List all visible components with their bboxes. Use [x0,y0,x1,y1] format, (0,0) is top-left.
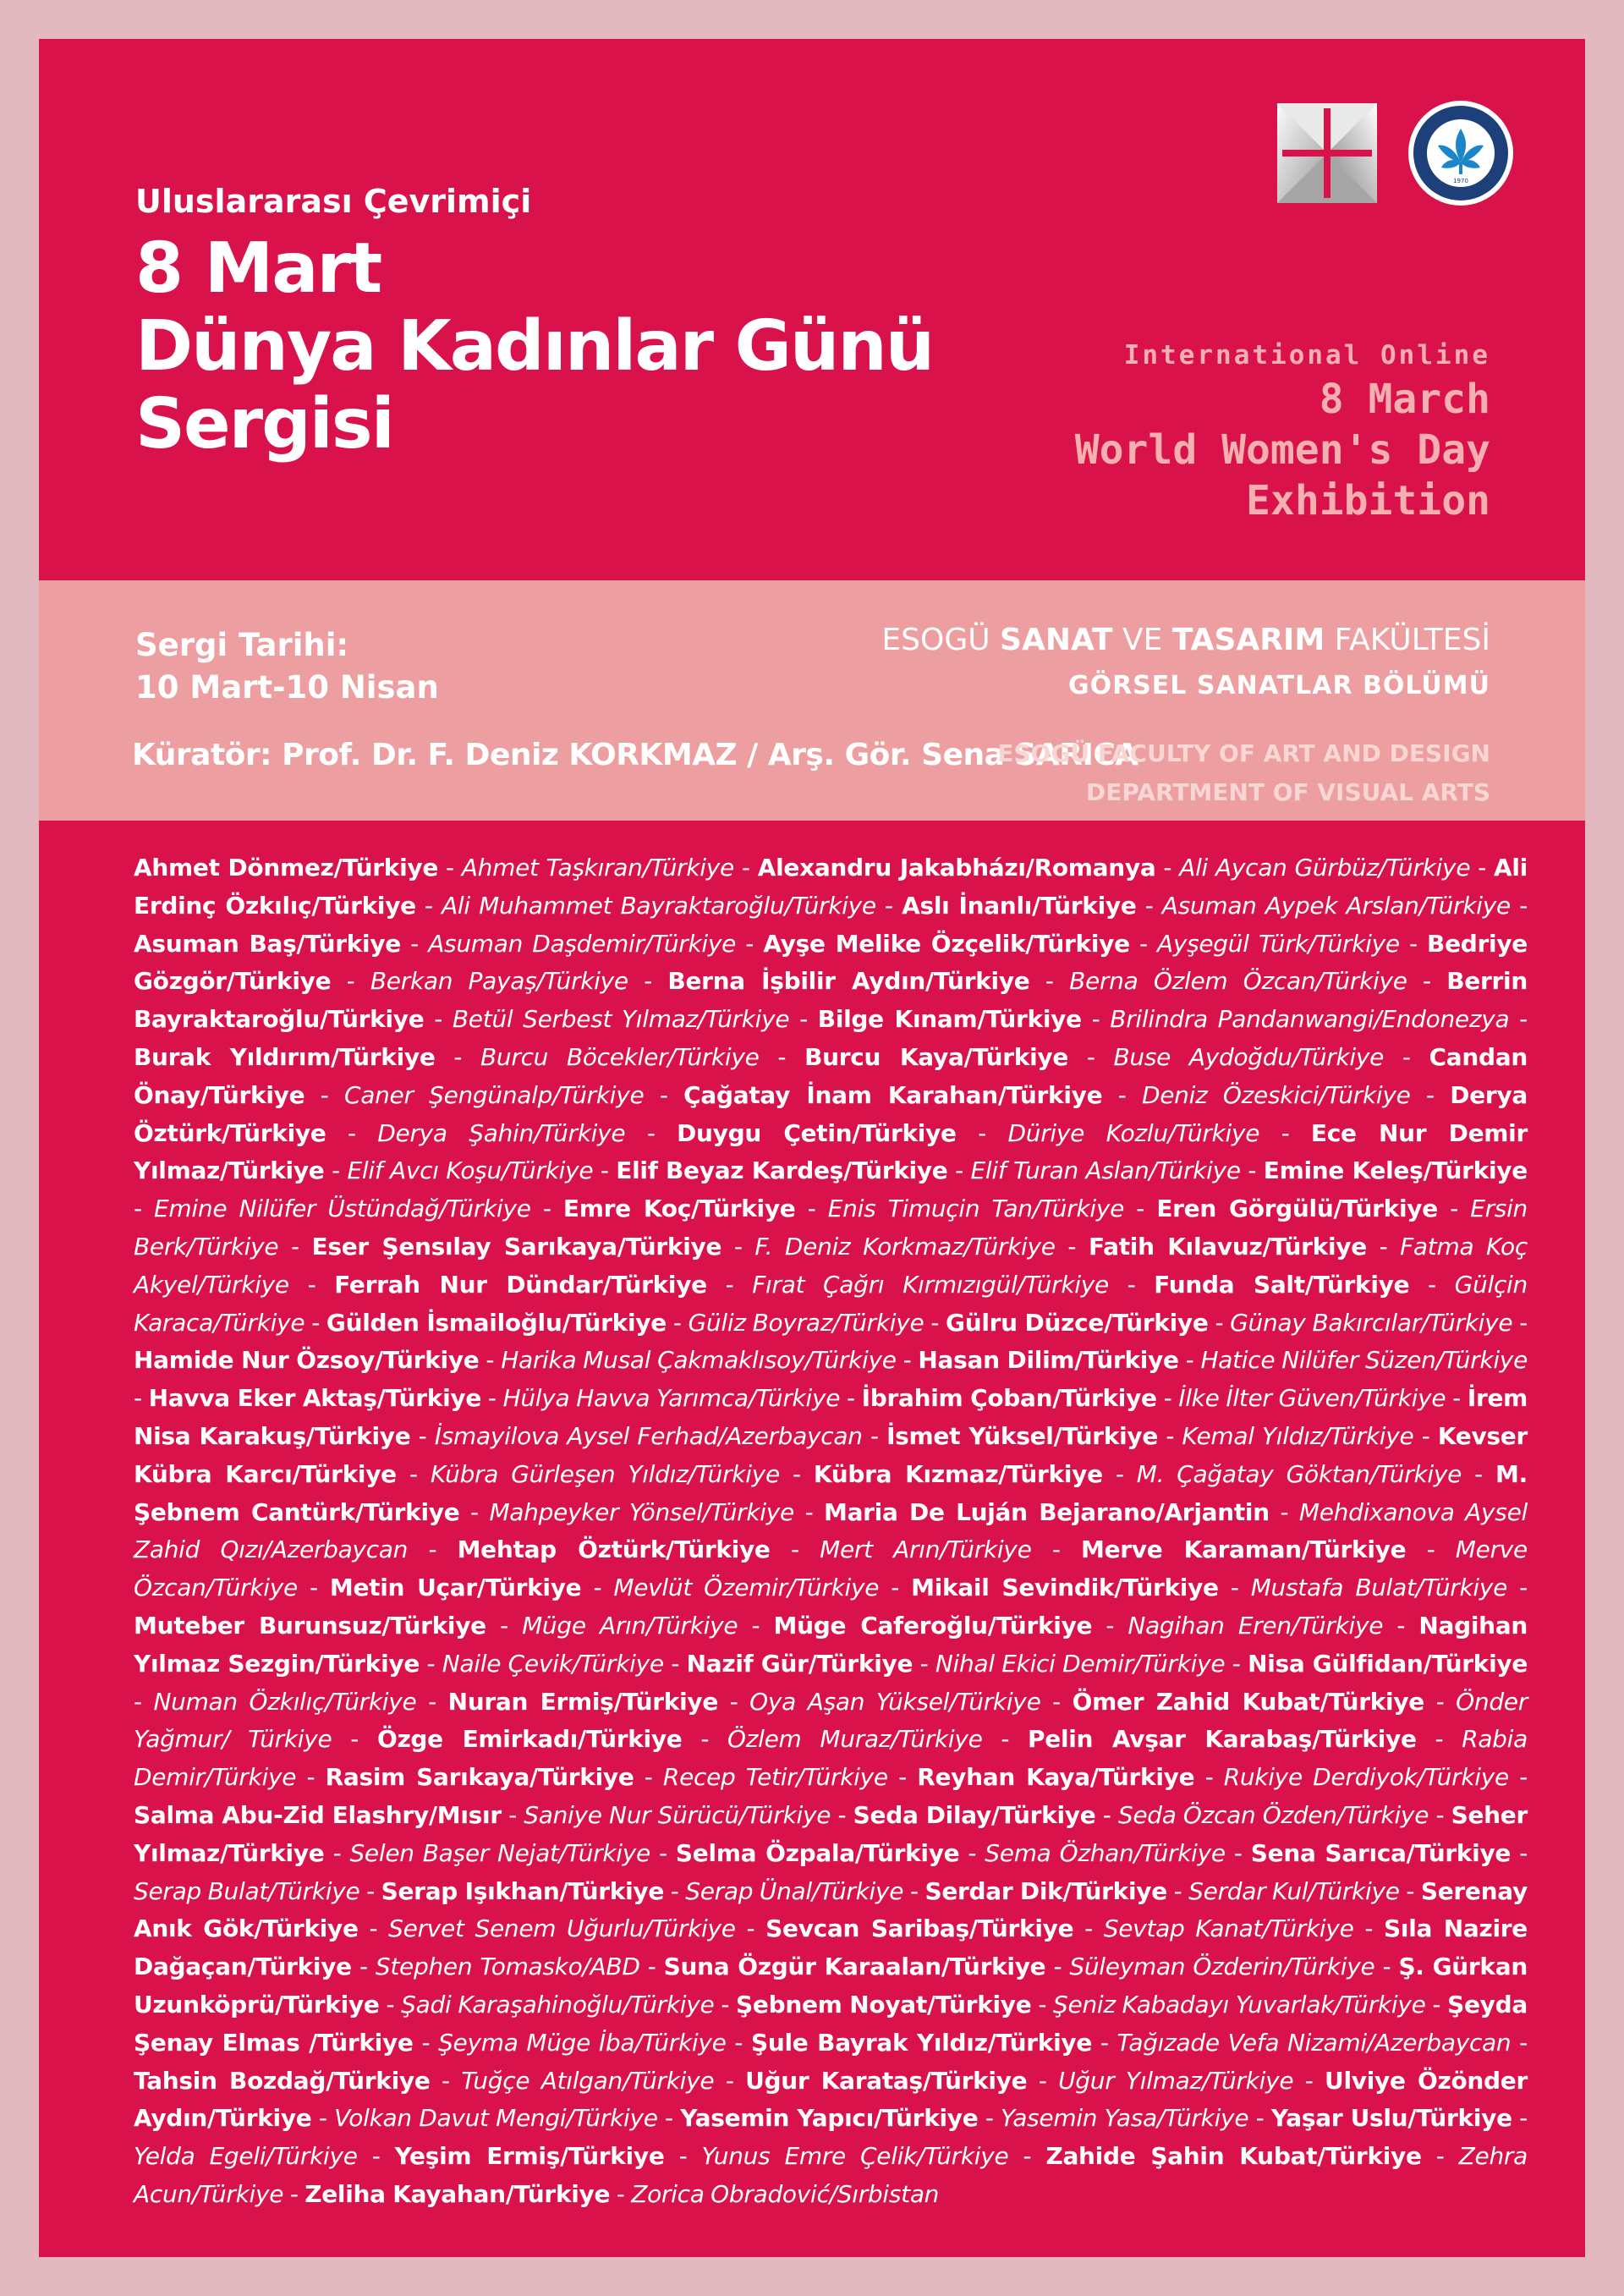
faculty-turkish [881,623,1490,700]
artist-name: Şule Bayrak Yıldız/Türkiye [751,2028,1093,2057]
turkish-kicker: Uluslararası Çevrimiçi [135,183,532,220]
artist-name: Mehdixanova Aysel Zahid Qızı/Azerbaycan [134,1497,1528,1564]
artist-name: M. Şebnem Cantürk/Türkiye [134,1459,1528,1526]
artist-name: Elif Avcı Koşu/Türkiye [347,1156,594,1185]
artist-name: Uğur Yılmaz/Türkiye [1058,2066,1294,2095]
artist-name: Salma Abu-Zid Elashry/Mısır [134,1800,502,1829]
artist-name: Naile Çevik/Türkiye [442,1649,664,1678]
faculty-name [881,623,1490,657]
artist-name: Pelin Avşar Karabaş/Türkiye [1028,1725,1417,1754]
faculty-word: TASARIM [1171,623,1325,657]
artist-name: Bedriye Gözgör/Türkiye [134,929,1528,996]
artist-name: Mert Arın/Türkiye [820,1535,1032,1564]
artist-name: Serap Ünal/Türkiye [685,1876,904,1905]
artist-name: Ali Muhammet Bayraktaroğlu/Türkiye [442,891,876,920]
artist-name: Harika Musal Çakmaklısoy/Türkiye [501,1346,897,1375]
artist-name: Nagihan Yılmaz Sezgin/Türkiye [134,1611,1528,1678]
artist-name: Muteber Burunsuz/Türkiye [134,1611,486,1640]
artist-name: Selma Özpala/Türkiye [675,1838,960,1867]
artist-name: Nisa Gülfidan/Türkiye [1248,1649,1528,1678]
artist-name: Zehra Acun/Türkiye [134,2142,1528,2208]
artist-name: Sema Özhan/Türkiye [985,1838,1226,1867]
artist-name: Fırat Çağrı Kırmızıgül/Türkiye [752,1270,1109,1299]
artist-name: Müge Caferoğlu/Türkiye [773,1611,1093,1640]
artist-name: Aslı İnanlı/Türkiye [902,891,1137,920]
artist-name: Ayşe Melike Özçelik/Türkiye [763,929,1130,958]
artist-name: Hatice Nilüfer Süzen/Türkiye [1200,1346,1528,1375]
artist-name: Deniz Özeskici/Türkiye [1141,1080,1411,1109]
artist-name: Asuman Baş/Türkiye [134,929,401,958]
artist-name: Gülçin Karaca/Türkiye [134,1270,1528,1337]
artist-name: Burcu Böcekler/Türkiye [480,1042,760,1071]
seal-year: 1970 [1453,178,1468,184]
artist-name: Önder Yağmur/ Türkiye [134,1687,1528,1754]
artist-name: Serap Bulat/Türkiye [134,1876,360,1905]
artist-name: Numan Özkılıç/Türkiye [153,1687,417,1716]
faculty-word: FAKÜLTESİ [1334,623,1490,657]
artist-name: Rukiye Derdiyok/Türkiye [1223,1763,1509,1792]
artist-name: Ferrah Nur Dündar/Türkiye [334,1270,707,1299]
faculty-word: SANAT [1000,623,1113,657]
turkish-title [135,230,933,464]
artist-name: Rabia Demir/Türkiye [134,1725,1528,1792]
artist-name: Hasan Dilim/Türkiye [918,1346,1179,1375]
artist-name: Derya Öztürk/Türkiye [134,1080,1528,1147]
artist-name: Mustafa Bulat/Türkiye [1250,1574,1508,1602]
artist-name: Özge Emirkadı/Türkiye [376,1725,683,1754]
artist-name: Recep Tetir/Türkiye [662,1763,888,1792]
artist-name: Reyhan Kaya/Türkiye [917,1763,1195,1792]
artist-name: Berkan Payaş/Türkiye [370,967,628,996]
english-title-line: Exhibition [1246,477,1490,525]
turkish-title-line: Dünya Kadınlar Günü [135,306,934,387]
artist-name: Asuman Aypek Arslan/Türkiye [1161,891,1511,920]
artist-name: Duygu Çetin/Türkiye [677,1118,957,1147]
artist-name: Düriye Kozlu/Türkiye [1007,1118,1260,1147]
artist-name: İbrahim Çoban/Türkiye [861,1384,1157,1413]
artist-name: Suna Özgür Karaalan/Türkiye [663,1953,1046,1981]
artist-name: Kübra Gürleşen Yıldız/Türkiye [430,1459,780,1488]
turkish-title-line: Sergisi [135,384,393,464]
artist-name: Ulviye Özönder Aydın/Türkiye [134,2066,1528,2133]
artist-name: Buse Aydoğdu/Türkiye [1113,1042,1385,1071]
artist-name: Ş. Gürkan Uzunköprü/Türkiye [134,1953,1528,2019]
dates-label: Sergi Tarihi: [135,627,349,663]
artist-name: Derya Şahin/Türkiye [377,1118,626,1147]
artist-name: Seda Özcan Özden/Türkiye [1117,1800,1429,1829]
artist-name: Candan Önay/Türkiye [134,1042,1528,1109]
artist-name: Mikail Sevindik/Türkiye [911,1574,1219,1602]
artist-name: Özlem Muraz/Türkiye [727,1725,983,1754]
artist-name: Kübra Kızmaz/Türkiye [813,1459,1103,1488]
artist-name: Merve Özcan/Türkiye [134,1535,1528,1602]
artist-name: Brilindra Pandanwangi/Endonezya [1110,1005,1510,1034]
artist-name: Saniye Nur Sürücü/Türkiye [524,1800,831,1829]
artist-name: Gülden İsmailoğlu/Türkiye [326,1308,667,1337]
artist-name: Emine Keleş/Türkiye [1263,1156,1528,1185]
artist-name: Funda Salt/Türkiye [1154,1270,1410,1299]
english-kicker: International Online [1123,340,1490,371]
artist-name: Oya Aşan Yüksel/Türkiye [749,1687,1041,1716]
artist-name: Ali Erdinç Özkılıç/Türkiye [134,854,1528,920]
artist-name: Berna Özlem Özcan/Türkiye [1069,967,1407,996]
artist-name: Güliz Boyraz/Türkiye [688,1308,924,1337]
artist-name: Emine Nilüfer Üstündağ/Türkiye [154,1195,531,1223]
artist-name: Burak Yıldırım/Türkiye [134,1042,436,1071]
dates-value: 10 Mart-10 Nisan [135,669,439,706]
artist-name: Maria De Luján Bejarano/Arjantin [824,1497,1270,1526]
artist-name: Betül Serbest Yılmaz/Türkiye [452,1005,790,1034]
artist-name: Bilge Kınam/Türkiye [817,1005,1082,1034]
english-title-block [1075,340,1490,526]
artist-name: Berrin Bayraktaroğlu/Türkiye [134,967,1528,1034]
artist-name: Havva Eker Aktaş/Türkiye [148,1384,482,1413]
artist-name: Nazif Gür/Türkiye [686,1649,914,1678]
artist-name: Müge Arın/Türkiye [522,1611,738,1640]
artist-name: Servet Senem Uğurlu/Türkiye [388,1914,736,1943]
curator-line: Küratör: Prof. Dr. F. Deniz KORKMAZ / Arş. Gör. Sena SARICA [132,738,1138,772]
artist-name: Tağızade Vefa Nizami/Azerbaycan [1116,2028,1512,2057]
artist-name: Ersin Berk/Türkiye [134,1195,1528,1261]
artist-name: Yelda Egeli/Türkiye [134,2142,358,2171]
artist-name: Nihal Ekici Demir/Türkiye [935,1649,1226,1678]
faculty-word: ESOGÜ [881,623,990,657]
artist-name: Zeliha Kayahan/Türkiye [304,2179,611,2208]
header-section [39,39,1585,580]
artist-name: Mehtap Öztürk/Türkiye [457,1535,771,1564]
info-band [39,580,1585,821]
artist-name: Stephen Tomasko/ABD [375,1953,640,1981]
english-title-line: 8 March [1319,376,1490,423]
artist-name: Şebnem Noyat/Türkiye [736,1990,1032,2019]
faculty-english [997,734,1490,812]
artist-name: Günay Bakırcılar/Türkiye [1230,1308,1513,1337]
artist-name: Yeşim Ermiş/Türkiye [394,2142,665,2171]
artist-name: Merve Karaman/Türkiye [1081,1535,1407,1564]
artist-name: Uğur Karataş/Türkiye [745,2066,1028,2095]
artist-name: Hamide Nur Özsoy/Türkiye [134,1346,480,1375]
artist-name: Volkan Davut Mengi/Türkiye [334,2104,658,2133]
artist-name: Berna İşbilir Aydın/Türkiye [667,967,1030,996]
artist-name: Tahsin Bozdağ/Türkiye [134,2066,431,2095]
artist-name: Emre Koç/Türkiye [562,1195,796,1223]
artist-name: Süleyman Özderin/Türkiye [1069,1953,1375,1981]
artist-name: İlke İlter Güven/Türkiye [1178,1384,1446,1413]
english-title [1075,374,1490,526]
exhibition-dates [135,624,439,709]
artist-name: Serdar Kul/Türkiye [1188,1876,1400,1905]
artist-name: Şeniz Kabadayı Yuvarlak/Türkiye [1053,1990,1426,2019]
artist-name: Şeyma Müge İba/Türkiye [438,2028,727,2057]
faculty-english-line: ESOGÜ FACULTY OF ART AND DESIGN [997,739,1490,767]
artist-name: Hülya Havva Yarımca/Türkiye [502,1384,841,1413]
faculty-english-line: DEPARTMENT OF VISUAL ARTS [1086,778,1490,806]
logos [1277,100,1514,206]
artist-name: Serap Işıkhan/Türkiye [381,1876,665,1905]
artist-name: Asuman Daşdemir/Türkiye [428,929,737,958]
artist-name: Metin Uçar/Türkiye [329,1574,582,1602]
artist-name: Burcu Kaya/Türkiye [804,1042,1069,1071]
artist-name: Yaşar Uslu/Türkiye [1270,2104,1512,2133]
artist-name: Selen Başer Nejat/Türkiye [349,1838,650,1867]
artist-name: Çağatay İnam Karahan/Türkiye [683,1080,1103,1109]
esogu-university-seal [1407,100,1514,206]
artist-name: Eser Şensılay Sarıkaya/Türkiye [311,1232,722,1261]
department-name: GÖRSEL SANATLAR BÖLÜMÜ [1067,671,1490,700]
artist-list: Ahmet Dönmez/Türkiye - Ahmet Taşkıran/Türkiye - Alexandru Jakabházı/Romanya - Ali Aycan Gürbüz/Türkiye - Ali Erdinç Özkılıç/Türkiye - Ali Muhammet Bayraktaroğlu/Türkiye - Aslı İnanlı/Türkiye - Asuman Aypek Arslan/Türkiye - Asuman Baş/Türkiye - Asuman Daşdemir/Türkiye - Ayşe Melike Özçelik/Türkiye - Ayşegül Türk/Türkiye - Bedriye Gözgör/Türkiye - Berkan Payaş/Türkiye - Berna İşbilir Aydın/Türkiye - Berna Özlem Özcan/Türkiye - Berrin Bayraktaroğlu/Türkiye - Betül Serbest Yılmaz/Türkiye - Bilge Kınam/Türkiye - Brilindra Pandanwangi/Endonezya - Burak Yıldırım/Türkiye - Burcu Böcekler/Türkiye - Burcu Kaya/Türkiye - Buse Aydoğdu/Türkiye - Candan Önay/Türkiye - Caner Şengünalp/Türkiye - Çağatay İnam Karahan/Türkiye - Deniz Özeskici/Türkiye - Derya Öztürk/Türkiye - Derya Şahin/Türkiye - Duygu Çetin/Türkiye - Düriye Kozlu/Türkiye - Ece Nur Demir Yılmaz/Türkiye - Elif Avcı Koşu/Türkiye - Elif Beyaz Kardeş/Türkiye - Elif Turan Aslan/Türkiye - Emine Keleş/Türkiye - Emine Nilüfer Üstündağ/Türkiye - Emre Koç/Türkiye - Enis Timuçin Tan/Türkiye - Eren Görgülü/Türkiye - Ersin Berk/Türkiye - Eser Şensılay Sarıkaya/Türkiye - F. Deniz Korkmaz/Türkiye - Fatih Kılavuz/Türkiye - Fatma Koç Akyel/Türkiye - Ferrah Nur Dündar/Türkiye - Fırat Çağrı Kırmızıgül/Türkiye - Funda Salt/Türkiye - Gülçin Karaca/Türkiye - Gülden İsmailoğlu/Türkiye - Güliz Boyraz/Türkiye - Gülru Düzce/Türkiye - Günay Bakırcılar/Türkiye - Hamide Nur Özsoy/Türkiye - Harika Musal Çakmaklısoy/Türkiye - Hasan Dilim/Türkiye - Hatice Nilüfer Süzen/Türkiye - Havva Eker Aktaş/Türkiye - Hülya Havva Yarımca/Türkiye - İbrahim Çoban/Türkiye - İlke İlter Güven/Türkiye - İrem Nisa Karakuş/Türkiye - İsmayilova Aysel Ferhad/Azerbaycan - İsmet Yüksel/Türkiye - Kemal Yıldız/Türkiye - Kevser Kübra Karcı/Türkiye - Kübra Gürleşen Yıldız/Türkiye - Kübra Kızmaz/Türkiye - M. Çağatay Göktan/Türkiye - M. Şebnem Cantürk/Türkiye - Mahpeyker Yönsel/Türkiye - Maria De Luján Bejarano/Arjantin - Mehdixanova Aysel Zahid Qızı/Azerbaycan - Mehtap Öztürk/Türkiye - Mert Arın/Türkiye - Merve Karaman/Türkiye - Merve Özcan/Türkiye - Metin Uçar/Türkiye - Mevlüt Özemir/Türkiye - Mikail Sevindik/Türkiye - Mustafa Bulat/Türkiye - Muteber Burunsuz/Türkiye - Müge Arın/Türkiye - Müge Caferoğlu/Türkiye - Nagihan Eren/Türkiye - Nagihan Yılmaz Sezgin/Türkiye - Naile Çevik/Türkiye - Nazif Gür/Türkiye - Nihal Ekici Demir/Türkiye - Nisa Gülfidan/Türkiye - Numan Özkılıç/Türkiye - Nuran Ermiş/Türkiye - Oya Aşan Yüksel/Türkiye - Ömer Zahid Kubat/Türkiye - Önder Yağmur/ Türkiye - Özge Emirkadı/Türkiye - Özlem Muraz/Türkiye - Pelin Avşar Karabaş/Türkiye - Rabia Demir/Türkiye - Rasim Sarıkaya/Türkiye - Recep Tetir/Türkiye - Reyhan Kaya/Türkiye - Rukiye Derdiyok/Türkiye - Salma Abu-Zid Elashry/Mısır - Saniye Nur Sürücü/Türkiye - Seda Dilay/Türkiye - Seda Özcan Özden/Türkiye - Seher Yılmaz/Türkiye - Selen Başer Nejat/Türkiye - Selma Özpala/Türkiye - Sema Özhan/Türkiye - Sena Sarıca/Türkiye - Serap Bulat/Türkiye - Serap Işıkhan/Türkiye - Serap Ünal/Türkiye - Serdar Dik/Türkiye - Serdar Kul/Türkiye - Serenay Anık Gök/Türkiye - Servet Senem Uğurlu/Türkiye - Sevcan Saribaş/Türkiye - Sevtap Kanat/Türkiye - Sıla Nazire Dağaçan/Türkiye - Stephen Tomasko/ABD - Suna Özgür Karaalan/Türkiye - Süleyman Özderin/Türkiye - Ş. Gürkan Uzunköprü/Türkiye - Şadi Karaşahinoğlu/Türkiye - Şebnem Noyat/Türkiye - Şeniz Kabadayı Yuvarlak/Türkiye - Şeyda Şenay Elmas /Türkiye - Şeyma Müge İba/Türkiye - Şule Bayrak Yıldız/Türkiye - Tağızade Vefa Nizami/Azerbaycan - Tahsin Bozdağ/Türkiye - Tuğçe Atılgan/Türkiye - Uğur Karataş/Türkiye - Uğur Yılmaz/Türkiye - Ulviye Özönder Aydın/Türkiye - Volkan Davut Mengi/Türkiye - Yasemin Yapıcı/Türkiye - Yasemin Yasa/Türkiye - Yaşar Uslu/Türkiye - Yelda Egeli/Türkiye - Yeşim Ermiş/Türkiye - Yunus Emre Çelik/Türkiye - Zahide Şahin Kubat/Türkiye - Zehra Acun/Türkiye - Zeliha Kayahan/Türkiye - Zorica Obradović/Sırbistan [134,854,1528,2208]
turkish-title-line: 8 Mart [135,228,381,309]
artist-name: Serdar Dik/Türkiye [924,1876,1167,1905]
artist-name: Sevtap Kanat/Türkiye [1103,1914,1354,1943]
artist-name: Rasim Sarıkaya/Türkiye [325,1763,634,1792]
turkish-title-block [135,183,933,464]
artist-name: Elif Turan Aslan/Türkiye [970,1156,1241,1185]
artist-name: Caner Şengünalp/Türkiye [343,1080,645,1109]
artist-name: İrem Nisa Karakuş/Türkiye [134,1384,1528,1450]
artist-name: Zorica Obradović/Sırbistan [631,2179,940,2208]
artist-name: Nuran Ermiş/Türkiye [447,1687,719,1716]
poster [39,39,1585,2257]
artist-name: Elif Beyaz Kardeş/Türkiye [616,1156,948,1185]
artist-name: Mahpeyker Yönsel/Türkiye [489,1497,794,1526]
artist-name: Ömer Zahid Kubat/Türkiye [1072,1687,1424,1716]
artist-name: Yasemin Yapıcı/Türkiye [680,2104,979,2133]
artist-name: Alexandru Jakabházı/Romanya [757,854,1156,882]
artist-name: Ayşegül Türk/Türkiye [1156,929,1400,958]
artist-name: Şeyda Şenay Elmas /Türkiye [134,1990,1528,2057]
artist-name: Gülru Düzce/Türkiye [946,1308,1209,1337]
artist-name: Kemal Yıldız/Türkiye [1182,1421,1414,1450]
artist-name: Ece Nur Demir Yılmaz/Türkiye [134,1118,1528,1185]
artist-name: Nagihan Eren/Türkiye [1127,1611,1384,1640]
artist-name: Ahmet Taşkıran/Türkiye [461,854,734,882]
artist-name: Sena Sarıca/Türkiye [1250,1838,1512,1867]
artist-name: Yasemin Yasa/Türkiye [1001,2104,1249,2133]
diamond-star-logo [1277,103,1377,203]
artist-name: Fatih Kılavuz/Türkiye [1088,1232,1367,1261]
artist-name: Sıla Nazire Dağaçan/Türkiye [134,1914,1528,1981]
artist-name: Eren Görgülü/Türkiye [1156,1195,1438,1223]
artist-name: Enis Timuçin Tan/Türkiye [827,1195,1125,1223]
artist-name: Serenay Anık Gök/Türkiye [134,1876,1528,1943]
artist-name: Zahide Şahin Kubat/Türkiye [1045,2142,1422,2171]
english-title-line: World Women's Day [1074,426,1490,474]
artist-name: Seher Yılmaz/Türkiye [134,1800,1528,1867]
artist-name: Tuğçe Atılgan/Türkiye [461,2066,715,2095]
artist-name: İsmayilova Aysel Ferhad/Azerbaycan [434,1421,863,1450]
artist-name: Ali Aycan Gürbüz/Türkiye [1179,854,1471,882]
artist-name: F. Deniz Korkmaz/Türkiye [754,1232,1056,1261]
artist-name: Seda Dilay/Türkiye [853,1800,1096,1829]
artist-name: M. Çağatay Göktan/Türkiye [1136,1459,1462,1488]
artist-name: Mevlüt Özemir/Türkiye [613,1574,880,1602]
artist-name: Şadi Karaşahinoğlu/Türkiye [401,1990,715,2019]
faculty-word: VE [1122,623,1163,657]
artist-name: Sevcan Saribaş/Türkiye [765,1914,1074,1943]
artist-name: Kevser Kübra Karcı/Türkiye [134,1421,1528,1488]
artist-name: İsmet Yüksel/Türkiye [886,1421,1159,1450]
artist-name: Yunus Emre Çelik/Türkiye [701,2142,1009,2171]
artist-name: Fatma Koç Akyel/Türkiye [134,1232,1528,1299]
artist-name: Ahmet Dönmez/Türkiye [134,854,439,882]
